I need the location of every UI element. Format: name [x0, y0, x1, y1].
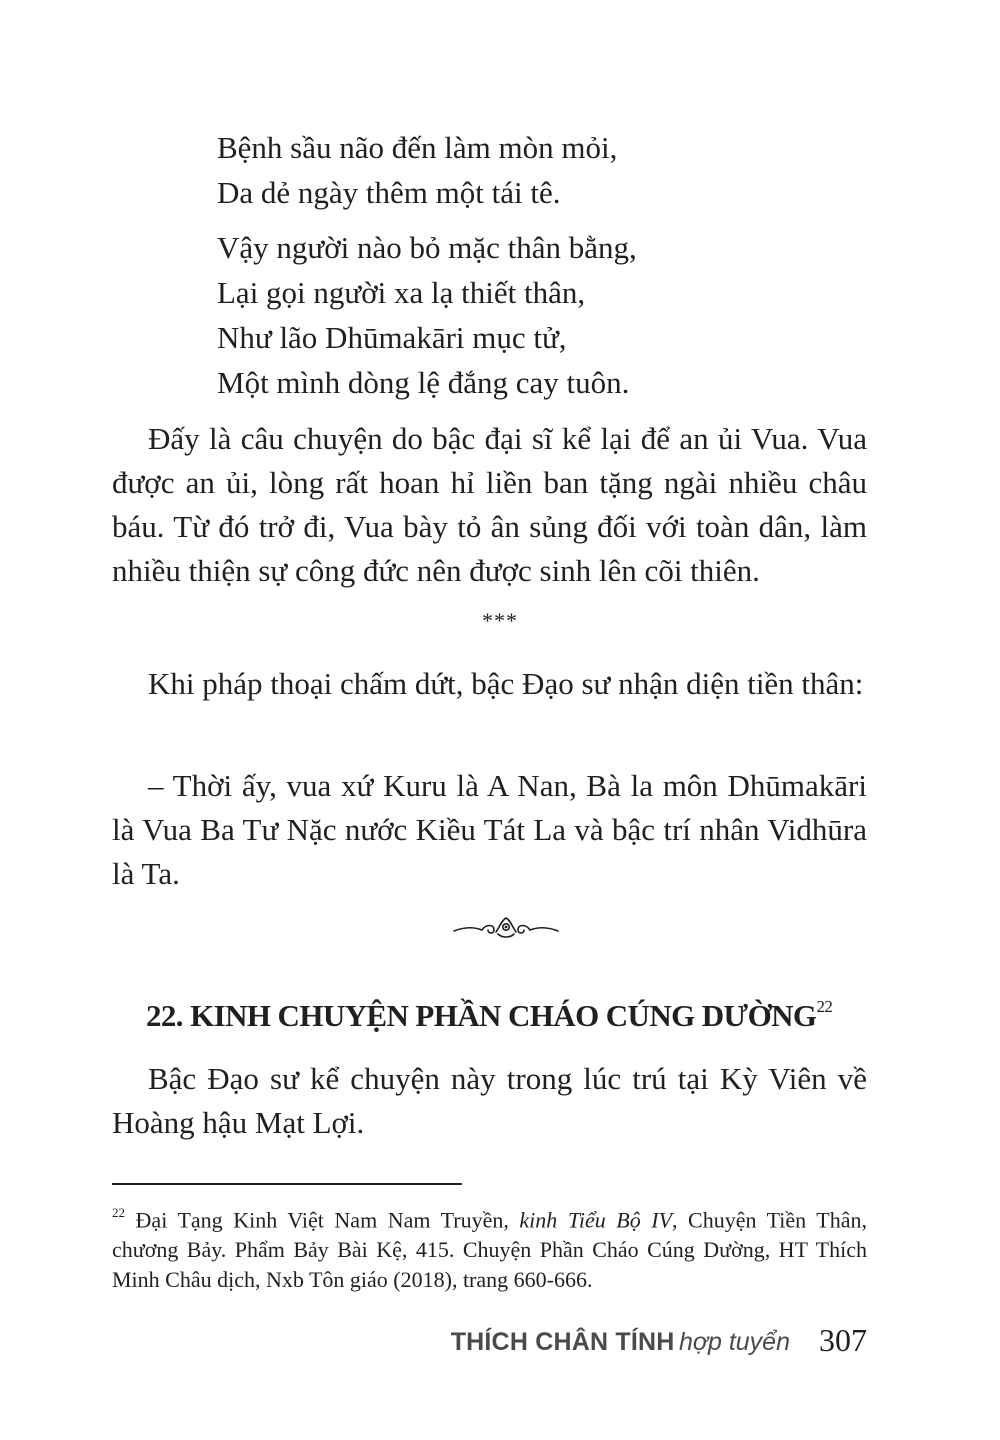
- verse-line: Bệnh sầu não đến làm mòn mỏi,: [217, 130, 618, 165]
- footnote-text-continued: , Chuyện Tiền Thân, chương Bảy. Phẩm Bảy Bài Kệ, 415. Chuyện Phần Cháo Cúng Dường, HT Thích Minh Châu dịch, Nxb Tôn giáo (2018), trang 660-666.: [112, 1207, 868, 1293]
- paragraph-identification: Khi pháp thoại chấm dứt, bậc Đạo sư nhận diện tiền thân:: [148, 666, 864, 701]
- paragraph-identification-detail: – Thời ấy, vua xứ Kuru là A Nan, Bà la môn Dhūmakāri là Vua Ba Tư Nặc nước Kiều Tát La và bậc trí nhân Vidhūra là Ta.: [112, 768, 867, 891]
- footer-author: THÍCH CHÂN TÍNH: [450, 1328, 675, 1356]
- verse-stanza-1: [217, 125, 617, 215]
- verse-line: Một mình dòng lệ đắng cay tuôn.: [217, 365, 630, 400]
- verse-line: Da dẻ ngày thêm một tái tê.: [217, 175, 561, 210]
- verse-line: Vậy người nào bỏ mặc thân bằng,: [217, 230, 637, 265]
- footnote-text: Đại Tạng Kinh Việt Nam Nam Truyền,: [135, 1207, 520, 1233]
- verse-line: Lại gọi người xa lạ thiết thân,: [217, 275, 586, 310]
- verse-line: Như lão Dhūmakāri mục tử,: [217, 320, 567, 355]
- section-heading: [146, 998, 832, 1034]
- footnote-marker: 22: [112, 1205, 125, 1220]
- page-number: 307: [819, 1322, 867, 1358]
- footnote-rule: [112, 1183, 462, 1185]
- section-heading-text: 22. KINH CHUYỆN PHẦN CHÁO CÚNG DƯỜNG: [146, 998, 817, 1033]
- paragraph-story-end: Đấy là câu chuyện do bậc đại sĩ kể lại để an ủi Vua. Vua được an ủi, lòng rất hoan hỉ liền ban tặng ngài nhiều châu báu. Từ đó trở đi, Vua bày tỏ ân sủng đối với toàn dân, làm nhiều thiện sự công đức nên được sinh lên cõi thiên.: [112, 421, 867, 588]
- ornament-divider-icon: [452, 914, 560, 942]
- running-footer: [451, 1328, 790, 1357]
- footnote: [112, 1200, 867, 1295]
- section-separator: ***: [482, 608, 518, 633]
- paragraph-intro: Bậc Đạo sư kể chuyện này trong lúc trú tại Kỳ Viên về Hoàng hậu Mạt Lợi.: [112, 1061, 867, 1140]
- verse-stanza-2: [217, 225, 637, 405]
- footer-subtitle: hợp tuyển: [678, 1328, 790, 1356]
- footnote-reference[interactable]: 22: [816, 996, 833, 1016]
- footnote-italic-text: kinh Tiểu Bộ IV: [519, 1207, 673, 1233]
